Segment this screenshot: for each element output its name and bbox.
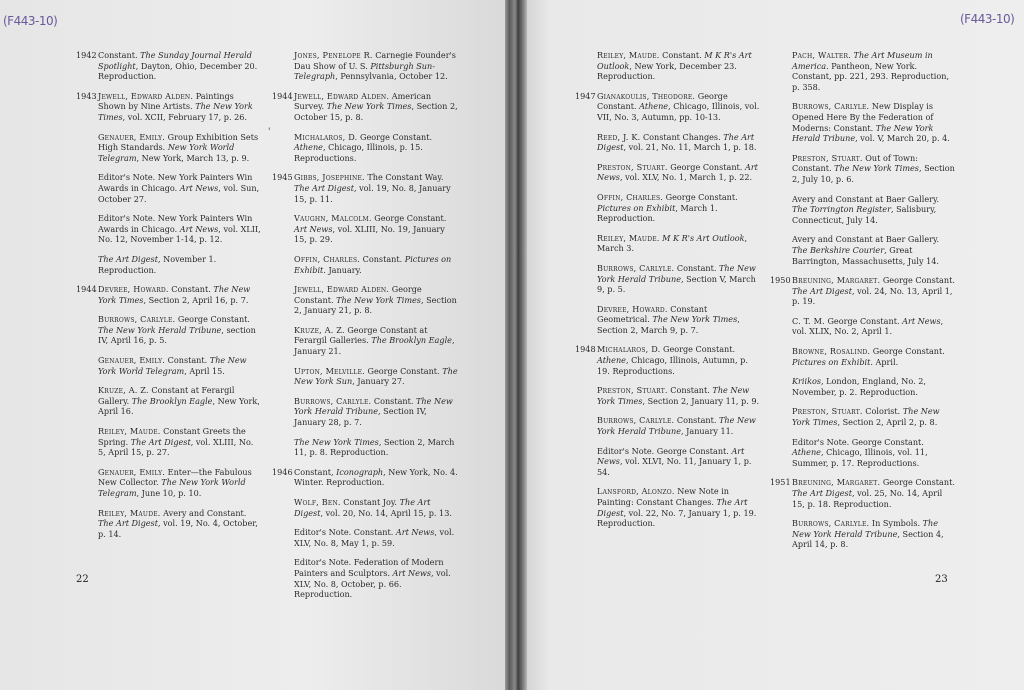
bibliography-entry [294, 50, 459, 82]
entry-text: , Section 2, March 11, p. 8. Reproduction. [294, 436, 455, 458]
entry-text: Constant. [360, 253, 405, 264]
entry-author: Genauer, Emily. [98, 131, 166, 142]
entry-text: , Chicago, Illinois, vol. 11, Summer, p. 17. Reproductions. [792, 447, 928, 468]
entry-text: , vol. 20, No. 14, April 15, p. 13. [320, 507, 452, 518]
entry-text: , Section 2, April 16, p. 7. [143, 294, 249, 305]
bibliography-entry [792, 376, 955, 397]
entry-publication: Art News [395, 527, 435, 538]
entry-publication: The Art Museum in America [792, 50, 933, 71]
entry-author: Preston, Stuart. [792, 152, 863, 163]
entry-publication: The Berkshire Courier [792, 244, 885, 255]
entry-author: Vaughn, Malcolm. [294, 213, 372, 224]
entry-text: , January 21. [294, 335, 455, 357]
entry-text: Carnegie Founder's Dau Show of U. S. [294, 50, 456, 71]
entry-text: , Section V, March 9, p. 5. [597, 273, 756, 295]
entry-year: 1947 [575, 90, 596, 101]
entry-text: , New York, March 13, p. 9. [136, 152, 250, 163]
right-page-column-2 [770, 50, 955, 559]
bibliography-entry [272, 90, 459, 123]
bibliography-entry [76, 284, 263, 305]
entry-text: , Section 2, March 9, p. 7. [597, 314, 740, 335]
entry-publication: Art News [179, 223, 219, 234]
bibliography-entry [792, 153, 955, 185]
entry-text: , Chicago, Illinois, p. 15. Reproductions. [294, 142, 423, 163]
entry-text: George Constant. [663, 191, 738, 202]
entry-text: Constant Joy. [340, 497, 400, 507]
entry-text: , Section 2, April 2, p. 8. [837, 417, 938, 428]
entry-text: George Constant. [870, 346, 945, 357]
bibliography-entry [272, 172, 459, 204]
entry-text: Avery and Constant. [160, 507, 247, 518]
entry-text: George Constant. [294, 284, 422, 305]
bibliography-entry [76, 50, 263, 82]
bibliography-entry [770, 477, 955, 509]
bibliography-entry [575, 90, 760, 123]
bibliography-entry [98, 508, 263, 540]
entry-text: , November 1. Reproduction. [98, 253, 217, 275]
bibliography-entry [294, 437, 459, 458]
entry-text: , vol. V, March 20, p. 4. [855, 133, 950, 144]
entry-year: 1944 [76, 284, 97, 295]
entry-publication: The New York Times [98, 284, 251, 305]
entry-text: , vol. 19, No. 8, January 15, p. 11. [294, 182, 451, 204]
entry-author: Breuning, Margaret. [792, 477, 881, 488]
entry-text: Constant Geometrical. [597, 303, 708, 325]
entry-publication: M K R's Art Outlook [597, 50, 752, 71]
entry-author: C. T. M. [792, 315, 825, 326]
entry-text: George Constant. [667, 161, 745, 172]
entry-author: Burrows, Carlyle. [98, 314, 176, 325]
entry-text: , section IV, April 16, p. 5. [98, 324, 256, 346]
entry-text: , Section IV, January 28, p. 7. [294, 406, 427, 428]
entry-author: Browne, Rosalind. [792, 346, 871, 357]
entry-publication: The New York Sun [294, 365, 458, 387]
entry-year: 1951 [770, 477, 791, 488]
entry-publication: Art News [392, 567, 431, 578]
entry-year: 1946 [272, 466, 293, 477]
entry-text: Constant. [674, 415, 720, 426]
entry-author: Wolf, Ben. [294, 497, 341, 507]
entry-publication: The Art Digest [792, 488, 852, 498]
bibliography-entry [597, 486, 760, 528]
entry-publication: The New York Herald Tribune [98, 324, 222, 335]
entry-publication: The New York Times [326, 101, 412, 112]
bibliography-entry [792, 316, 955, 337]
bibliography-entry [597, 385, 760, 406]
bibliography-entry [792, 406, 955, 427]
entry-publication: Pittsburgh Sun-Telegraph [294, 60, 435, 82]
bibliography-entry [597, 192, 760, 224]
entry-text: , vol. XLIII, No. 19, January 15, p. 29. [294, 223, 445, 245]
entry-author: Gibbs, Josephine. [294, 172, 365, 183]
entry-year: 1944 [272, 90, 293, 101]
entry-text: New Display is Opened Here By the Federation of Moderns: Constant. [792, 101, 934, 133]
entry-text: Constant Changes. [640, 131, 724, 142]
entry-publication: Art News [294, 223, 333, 234]
entry-text: , January 11. [681, 426, 734, 437]
entry-publication: The Art Digest [597, 131, 755, 153]
entry-text: , vol. XLV, No. 8, May 1, p. 59. [294, 527, 455, 548]
bibliography-entry [597, 263, 760, 295]
entry-author: Gianakoulis, Theodore. [597, 90, 696, 101]
bibliography-entry [792, 518, 955, 550]
entry-publication: The New York Times [652, 314, 738, 325]
entry-publication: The Art Digest [130, 436, 191, 447]
entry-text: , Section 2, January 11, p. 9. [642, 395, 760, 406]
entry-author: Reiley, Maude. [98, 426, 161, 437]
entry-author: Burrows, Carlyle. [792, 101, 870, 112]
handwritten-annotation-right: (F443-10) [960, 12, 1015, 26]
bibliography-entry [294, 213, 459, 245]
entry-author: Jewell, Edward Alden. [98, 90, 194, 101]
bibliography-entry [98, 314, 263, 346]
entry-text: Editor's Note. New York Painters Win Awards in Chicago. [98, 172, 253, 193]
entry-author: Preston, Stuart. [597, 161, 668, 172]
entry-text: , Section 4, April 14, p. 8. [792, 528, 944, 550]
entry-text: George Constant. [371, 213, 447, 224]
bibliography-entry [792, 194, 955, 226]
entry-text: , Salisbury, Connecticut, July 14. [792, 204, 937, 225]
entry-text: George Constant. [880, 275, 955, 286]
entry-author: Burrows, Carlyle. [792, 518, 870, 529]
entry-text: George Constant. [880, 477, 955, 488]
entry-text: , Great Barrington, Massachusetts, July 14. [792, 244, 939, 266]
entry-publication: The Torrington Register [792, 204, 891, 215]
entry-text: , Section 2, July 10, p. 6. [792, 163, 955, 184]
entry-text: , Section 2, October 15, p. 8. [294, 101, 458, 122]
entry-text: , June 10, p. 10. [136, 488, 202, 498]
bibliography-entry [294, 527, 459, 548]
entry-publication: Pictures on Exhibit [597, 202, 676, 213]
entry-text: The Constant Way. [364, 172, 444, 183]
entry-text: Constant. [98, 50, 141, 60]
entry-publication: Athene [792, 447, 821, 458]
entry-author: Upton, Melville. [294, 365, 365, 376]
entry-author: Lansford, Alonzo. [597, 486, 675, 497]
entry-text: Colorist. [862, 406, 903, 417]
bibliography-entry [294, 557, 459, 599]
bibliography-entry [294, 396, 459, 428]
entry-text: , Section 2, January 21, p. 8. [294, 294, 457, 316]
entry-text: , vol. 22, No. 7, January 1, p. 19. Reproduction. [597, 507, 757, 529]
entry-text: , vol. XLVI, No. 11, January 1, p. 54. [597, 456, 752, 477]
bibliography-entry [98, 355, 263, 376]
book-gutter [505, 0, 527, 690]
bibliography-entry [792, 346, 955, 367]
entry-text: American Survey. [294, 90, 432, 112]
bibliography-entry [98, 385, 263, 417]
entry-publication: The Art Digest [792, 285, 852, 296]
entry-publication: Iconograph [336, 466, 384, 477]
entry-text: Group Exhibition Sets High Standards. [98, 131, 259, 153]
entry-text: , vol. 21, No. 11, March 1, p. 18. [623, 142, 757, 153]
entry-text: . Pantheon, New York. Constant, pp. 221, 293. Reproduction, p. 358. [792, 60, 950, 92]
bibliography-entry [98, 213, 263, 245]
bibliography-entry [98, 254, 263, 275]
entry-publication: Pictures on Exhibit [792, 356, 871, 367]
entry-text: , March 3. [597, 232, 748, 254]
bibliography-entry [98, 426, 263, 458]
bibliography-entry [294, 325, 459, 357]
entry-publication: The Art Digest [597, 497, 748, 518]
entry-author: Jewell, Edward Alden. [294, 90, 390, 101]
right-page-column-1 [575, 50, 760, 538]
bibliography-entry [98, 172, 263, 204]
entry-text: Constant at Ferargil Gallery. [98, 385, 235, 406]
entry-author: Breuning, Margaret. [792, 275, 881, 286]
bibliography-entry [575, 344, 760, 376]
entry-text: , New York, April 16. [98, 395, 260, 417]
bibliography-entry [597, 415, 760, 436]
entry-author: Preston, Stuart. [792, 406, 863, 417]
bibliography-entry [294, 132, 459, 164]
left-page-column-2 [272, 50, 459, 609]
bibliography-entry [98, 132, 263, 164]
entry-author: Devree, Howard. [98, 284, 169, 295]
entry-publication: New York World Telegram [98, 142, 235, 163]
entry-author: Reiley, Maude. [597, 50, 660, 60]
entry-year: 1948 [575, 344, 596, 355]
entry-publication: The New York Herald Tribune [792, 518, 939, 539]
bibliography-entry [597, 50, 760, 82]
entry-publication: The New York Times [597, 385, 750, 406]
entry-author: Reiley, Maude. [98, 507, 161, 518]
entry-text: Paintings Shown by Nine Artists. [98, 90, 234, 112]
entry-text: , New York, No. 4. Winter. Reproduction. [294, 466, 458, 488]
entry-text: New Note in Painting: Constant Changes. [597, 486, 730, 507]
entry-publication: Pictures on Exhibit [294, 253, 452, 275]
entry-publication: The New York World Telegram [98, 477, 246, 498]
bibliography-entry [294, 254, 459, 275]
entry-author: Preston, Stuart. [597, 385, 668, 396]
entry-text: , Chicago, Illinois, Autumn, p. 19. Reproductions. [597, 355, 748, 376]
page-number-right: 23 [935, 574, 948, 585]
entry-publication: Athene [294, 142, 323, 153]
entry-publication: The Art Digest [98, 518, 158, 529]
entry-text: , vol. Sun, October 27. [98, 182, 260, 204]
entry-text: , Dayton, Ohio, December 20. Reproduction. [98, 60, 258, 82]
entry-text: , March 1. Reproduction. [597, 202, 718, 224]
entry-text: George Constant. [597, 90, 728, 112]
entry-author: Kruze, A. Z. [294, 324, 345, 335]
bibliography-entry [597, 304, 760, 336]
entry-publication: Art News [597, 161, 758, 183]
entry-author: Pach, Walter. [792, 50, 851, 60]
entry-text: , vol. XCII, February 17, p. 26. [122, 111, 247, 122]
entry-author: Reed, J. K. [597, 131, 641, 142]
entry-publication: Kriikos [792, 376, 822, 387]
entry-text: Constant. [659, 50, 705, 60]
entry-publication: The Brooklyn Eagle [131, 395, 213, 406]
entry-text: Constant Greets the Spring. [98, 426, 246, 447]
entry-publication: The New York World Telegram [98, 355, 247, 376]
entry-text: , vol. XLV, No. 1, March 1, p. 22. [619, 172, 753, 183]
bibliography-entry [597, 132, 760, 153]
entry-year: 1942 [76, 50, 97, 60]
bibliography-entry [770, 275, 955, 307]
right-page [520, 0, 1024, 690]
entry-author: Michalaros, D. [294, 131, 358, 142]
bibliography-entry [792, 234, 955, 266]
entry-author: Devree, Howard. [597, 303, 668, 314]
handwritten-annotation-left: (F443-10) [3, 14, 58, 28]
entry-text: , vol. XLV, No. 8, October, p. 66. Reproduction. [294, 567, 451, 600]
bibliography-entry [272, 466, 459, 488]
entry-publication: Art News [597, 445, 745, 467]
entry-text: Avery and Constant at Baer Gallery. [792, 193, 940, 204]
entry-text: In Symbols. [869, 518, 923, 529]
entry-text: , Pennsylvania, October 12. [335, 71, 448, 82]
entry-publication: Athene [639, 101, 669, 112]
entry-publication: The New York Times [294, 436, 379, 447]
page-number-left: 22 [76, 574, 89, 585]
entry-text: Avery and Constant at Baer Gallery. [792, 234, 940, 245]
bibliography-entry [792, 101, 955, 143]
entry-author: Jones, Penelope R. [294, 50, 373, 60]
entry-text: Editor's Note. New York Painters Win Awards in Chicago. [98, 213, 253, 234]
entry-publication: The New York Times [336, 294, 421, 305]
entry-text: Constant. [165, 355, 210, 366]
entry-year: 1945 [272, 172, 293, 183]
entry-text: , vol. 25, No. 14, April 15, p. 18. Reproduction. [792, 488, 943, 509]
entry-year: 1950 [770, 275, 791, 286]
left-page-column-1 [76, 50, 263, 548]
entry-publication: The New York Times [792, 406, 940, 428]
entry-author: Jewell, Edward Alden. [294, 284, 390, 295]
entry-text: George Constant at Ferargil Galleries. [294, 324, 428, 346]
entry-text: , New York, December 23. Reproduction. [597, 60, 737, 82]
entry-author: Reiley, Maude. [597, 232, 660, 243]
entry-author: Offin, Charles. [597, 191, 664, 202]
entry-text: Constant, [294, 466, 337, 477]
entry-author: Burrows, Carlyle. [294, 395, 372, 406]
entry-text: Editor's Note. George Constant. [597, 445, 732, 456]
entry-text: , vol. 19, No. 4, October, p. 14. [98, 518, 258, 539]
entry-publication: The Art Digest [294, 182, 354, 193]
entry-publication: The New York Herald Tribune [597, 262, 756, 284]
entry-text: , January 27. [352, 376, 405, 387]
entry-text: Enter—the Fabulous New Collector. [98, 466, 252, 488]
bibliography-entry [294, 366, 459, 387]
entry-text: , vol. 24, No. 13, April 1, p. 19. [792, 285, 953, 307]
entry-text: . April. [870, 356, 899, 367]
entry-text: , vol. XLII, No. 12, November 1-14, p. 12. [98, 223, 261, 245]
entry-year: 1943 [76, 90, 97, 101]
entry-text: , Chicago, Illinois, vol. VII, No. 3, Autumn, pp. 10-13. [597, 101, 760, 122]
bibliography-entry [597, 162, 760, 183]
entry-text: , vol. XLIX, No. 2, April 1. [792, 315, 944, 337]
bibliography-entry [294, 284, 459, 316]
entry-text: George Constant. [175, 314, 250, 325]
entry-text: , April 15. [184, 365, 225, 376]
entry-author: Michalaros, D. [597, 344, 661, 355]
entry-publication: The New York Times [834, 163, 919, 174]
bibliography-entry [792, 437, 955, 469]
entry-text: George Constant. [364, 365, 443, 376]
entry-text: Editor's Note. Federation of Modern Painters and Sculptors. [294, 557, 444, 578]
entry-author: Offin, Charles. [294, 253, 361, 264]
entry-text: , London, England, No. 2, November, p. 2. Reproduction. [792, 376, 926, 397]
bibliography-entry [792, 50, 955, 92]
entry-publication: Art News [179, 182, 219, 193]
entry-text: George Constant. [357, 131, 433, 142]
entry-text: Editor's Note. Constant. [294, 527, 396, 538]
entry-text: Constant. [371, 395, 417, 406]
entry-author: Burrows, Carlyle. [597, 262, 675, 273]
entry-publication: The New York Times [98, 101, 253, 122]
entry-text: Constant. [168, 284, 214, 295]
bibliography-entry [76, 90, 263, 123]
entry-publication: The New York Herald Tribune [597, 415, 756, 437]
bibliography-entry [294, 497, 459, 518]
entry-publication: Athene [597, 355, 626, 366]
entry-author: Genauer, Emily. [98, 355, 166, 366]
entry-text: . January. [323, 264, 362, 275]
entry-text: Editor's Note. George Constant. [792, 436, 924, 447]
entry-publication: The New York Herald Tribune [294, 395, 453, 417]
bibliography-entry [597, 233, 760, 254]
entry-text: Constant. [674, 262, 720, 273]
entry-author: Burrows, Carlyle. [597, 415, 675, 426]
entry-publication: M K R's Art Outlook [662, 232, 745, 243]
entry-author: Kruze, A. Z. [98, 385, 149, 396]
entry-text: George Constant. [660, 344, 736, 355]
entry-text: Constant. [667, 385, 713, 396]
margin-mark: ' [268, 127, 271, 137]
entry-publication: The Brooklyn Eagle [371, 335, 452, 346]
entry-publication: The Art Digest [294, 497, 431, 518]
entry-publication: The New York Herald Tribune [792, 122, 934, 144]
entry-publication: The Art Digest [98, 253, 158, 264]
bibliography-entry [597, 446, 760, 478]
entry-text: George Constant. [824, 315, 903, 326]
entry-text: Out of Town: Constant. [792, 152, 918, 174]
entry-author: Genauer, Emily. [98, 466, 166, 477]
entry-publication: Art News [902, 315, 941, 326]
bibliography-entry [98, 467, 263, 499]
entry-publication: The Sunday Journal Herald Spotlight [98, 50, 252, 71]
entry-text: , vol. XLIII, No. 5, April 15, p. 27. [98, 436, 254, 458]
